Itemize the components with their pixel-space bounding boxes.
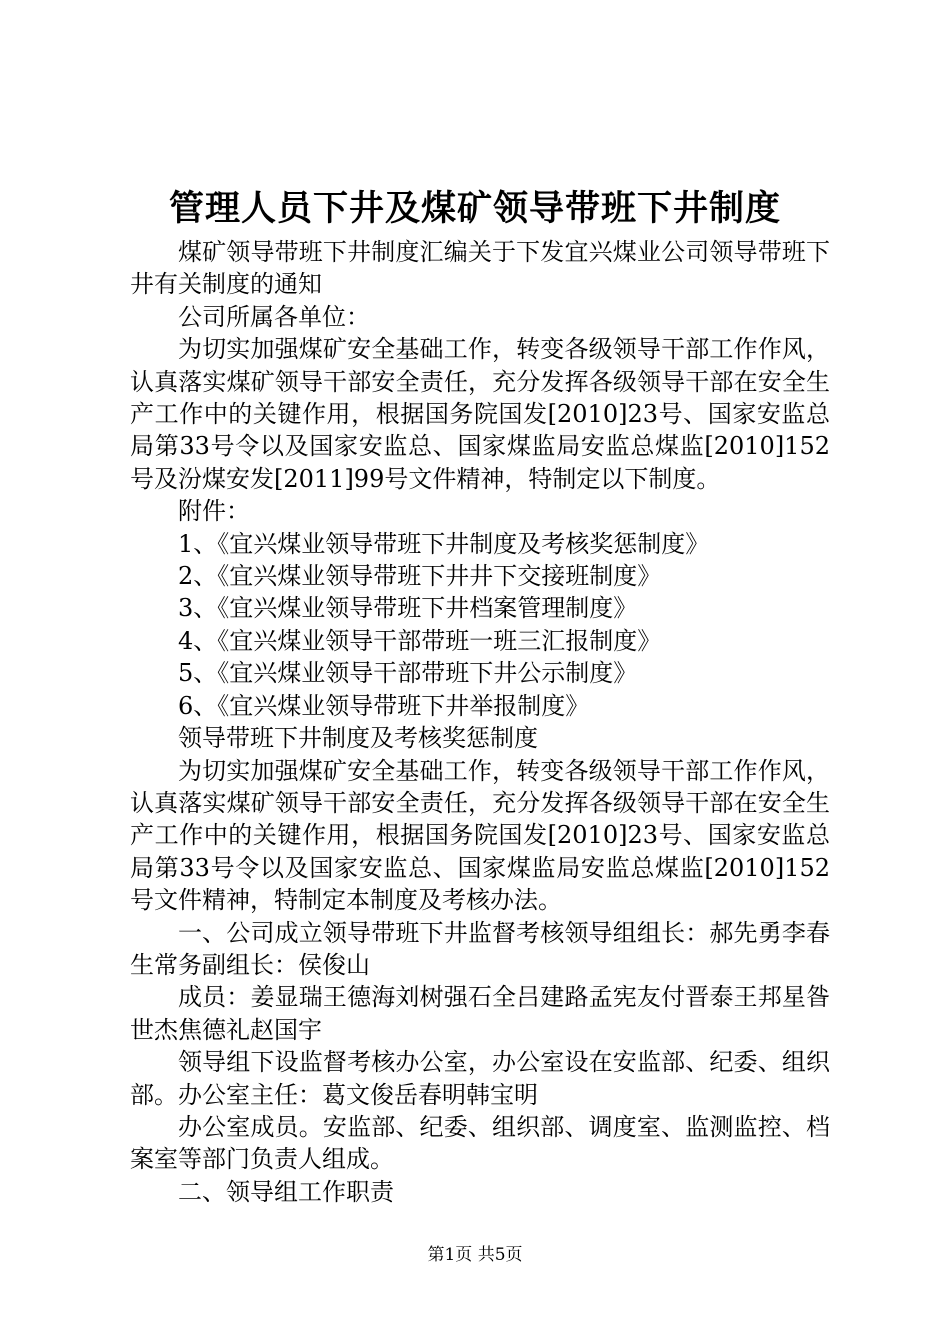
paragraph-salutation: 公司所属各单位： — [178, 302, 370, 331]
page-footer: 第1页 共5页 — [427, 1245, 523, 1265]
paragraph-purpose: 为切实加强煤矿安全基础工作，转变各级领导干部工作作风，认真落实煤矿领导干部安全责任，充分发挥各级领导干部在安全生产工作中的关键作用，根据国务院国发[2010]23号、国家安监总局第33号令以及国家安监总、国家煤监局安监总煤监[2010]152号文件精神，特制定本制度及考核办法。 — [130, 756, 830, 915]
attachment-item: 6、《宜兴煤业领导带班下井举报制度》 — [178, 691, 590, 720]
paragraph-members: 成员：姜显瑞王德海刘树强石全吕建路孟宪友付晋泰王邦星昝世杰焦德礼赵国宇 — [130, 983, 830, 1044]
document-title: 管理人员下井及煤矿领导带班下井制度 — [168, 188, 781, 229]
paragraph-notice-title: 煤矿领导带班下井制度汇编关于下发宜兴煤业公司领导带班下井有关制度的通知 — [130, 238, 830, 299]
attachment-item: 5、《宜兴煤业领导干部带班下井公示制度》 — [178, 659, 638, 688]
attachment-item: 1、《宜兴煤业领导带班下井制度及考核奖惩制度》 — [178, 529, 710, 558]
paragraph-office: 领导组下设监督考核办公室，办公室设在安监部、纪委、组织部。办公室主任：葛文俊岳春明韩宝明 — [130, 1048, 830, 1109]
paragraph-office-members: 办公室成员。安监部、纪委、组织部、调度室、监测监控、档案室等部门负责人组成。 — [130, 1112, 830, 1174]
paragraph-leadership-group: 一、公司成立领导带班下井监督考核领导组组长：郝先勇李春生常务副组长：侯俊山 — [130, 918, 830, 979]
section-heading: 二、领导组工作职责 — [178, 1177, 394, 1206]
paragraph-attachments-label: 附件： — [178, 497, 250, 526]
document-body — [130, 236, 830, 1208]
paragraph-intro: 为切实加强煤矿安全基础工作，转变各级领导干部工作作风，认真落实煤矿领导干部安全责任，充分发挥各级领导干部在安全生产工作中的关键作用，根据国务院国发[2010]23号、国家安监总局第33号令以及国家安监总、国家煤监局安监总煤监[2010]152号及汾煤安发[2011]99号文件精神，特制定以下制度。 — [130, 335, 830, 493]
attachment-item: 4、《宜兴煤业领导干部带班一班三汇报制度》 — [178, 626, 662, 655]
attachment-item: 3、《宜兴煤业领导带班下井档案管理制度》 — [178, 594, 638, 623]
attachment-item: 2、《宜兴煤业领导带班下井井下交接班制度》 — [178, 562, 662, 591]
section-heading: 领导带班下井制度及考核奖惩制度 — [178, 724, 538, 753]
